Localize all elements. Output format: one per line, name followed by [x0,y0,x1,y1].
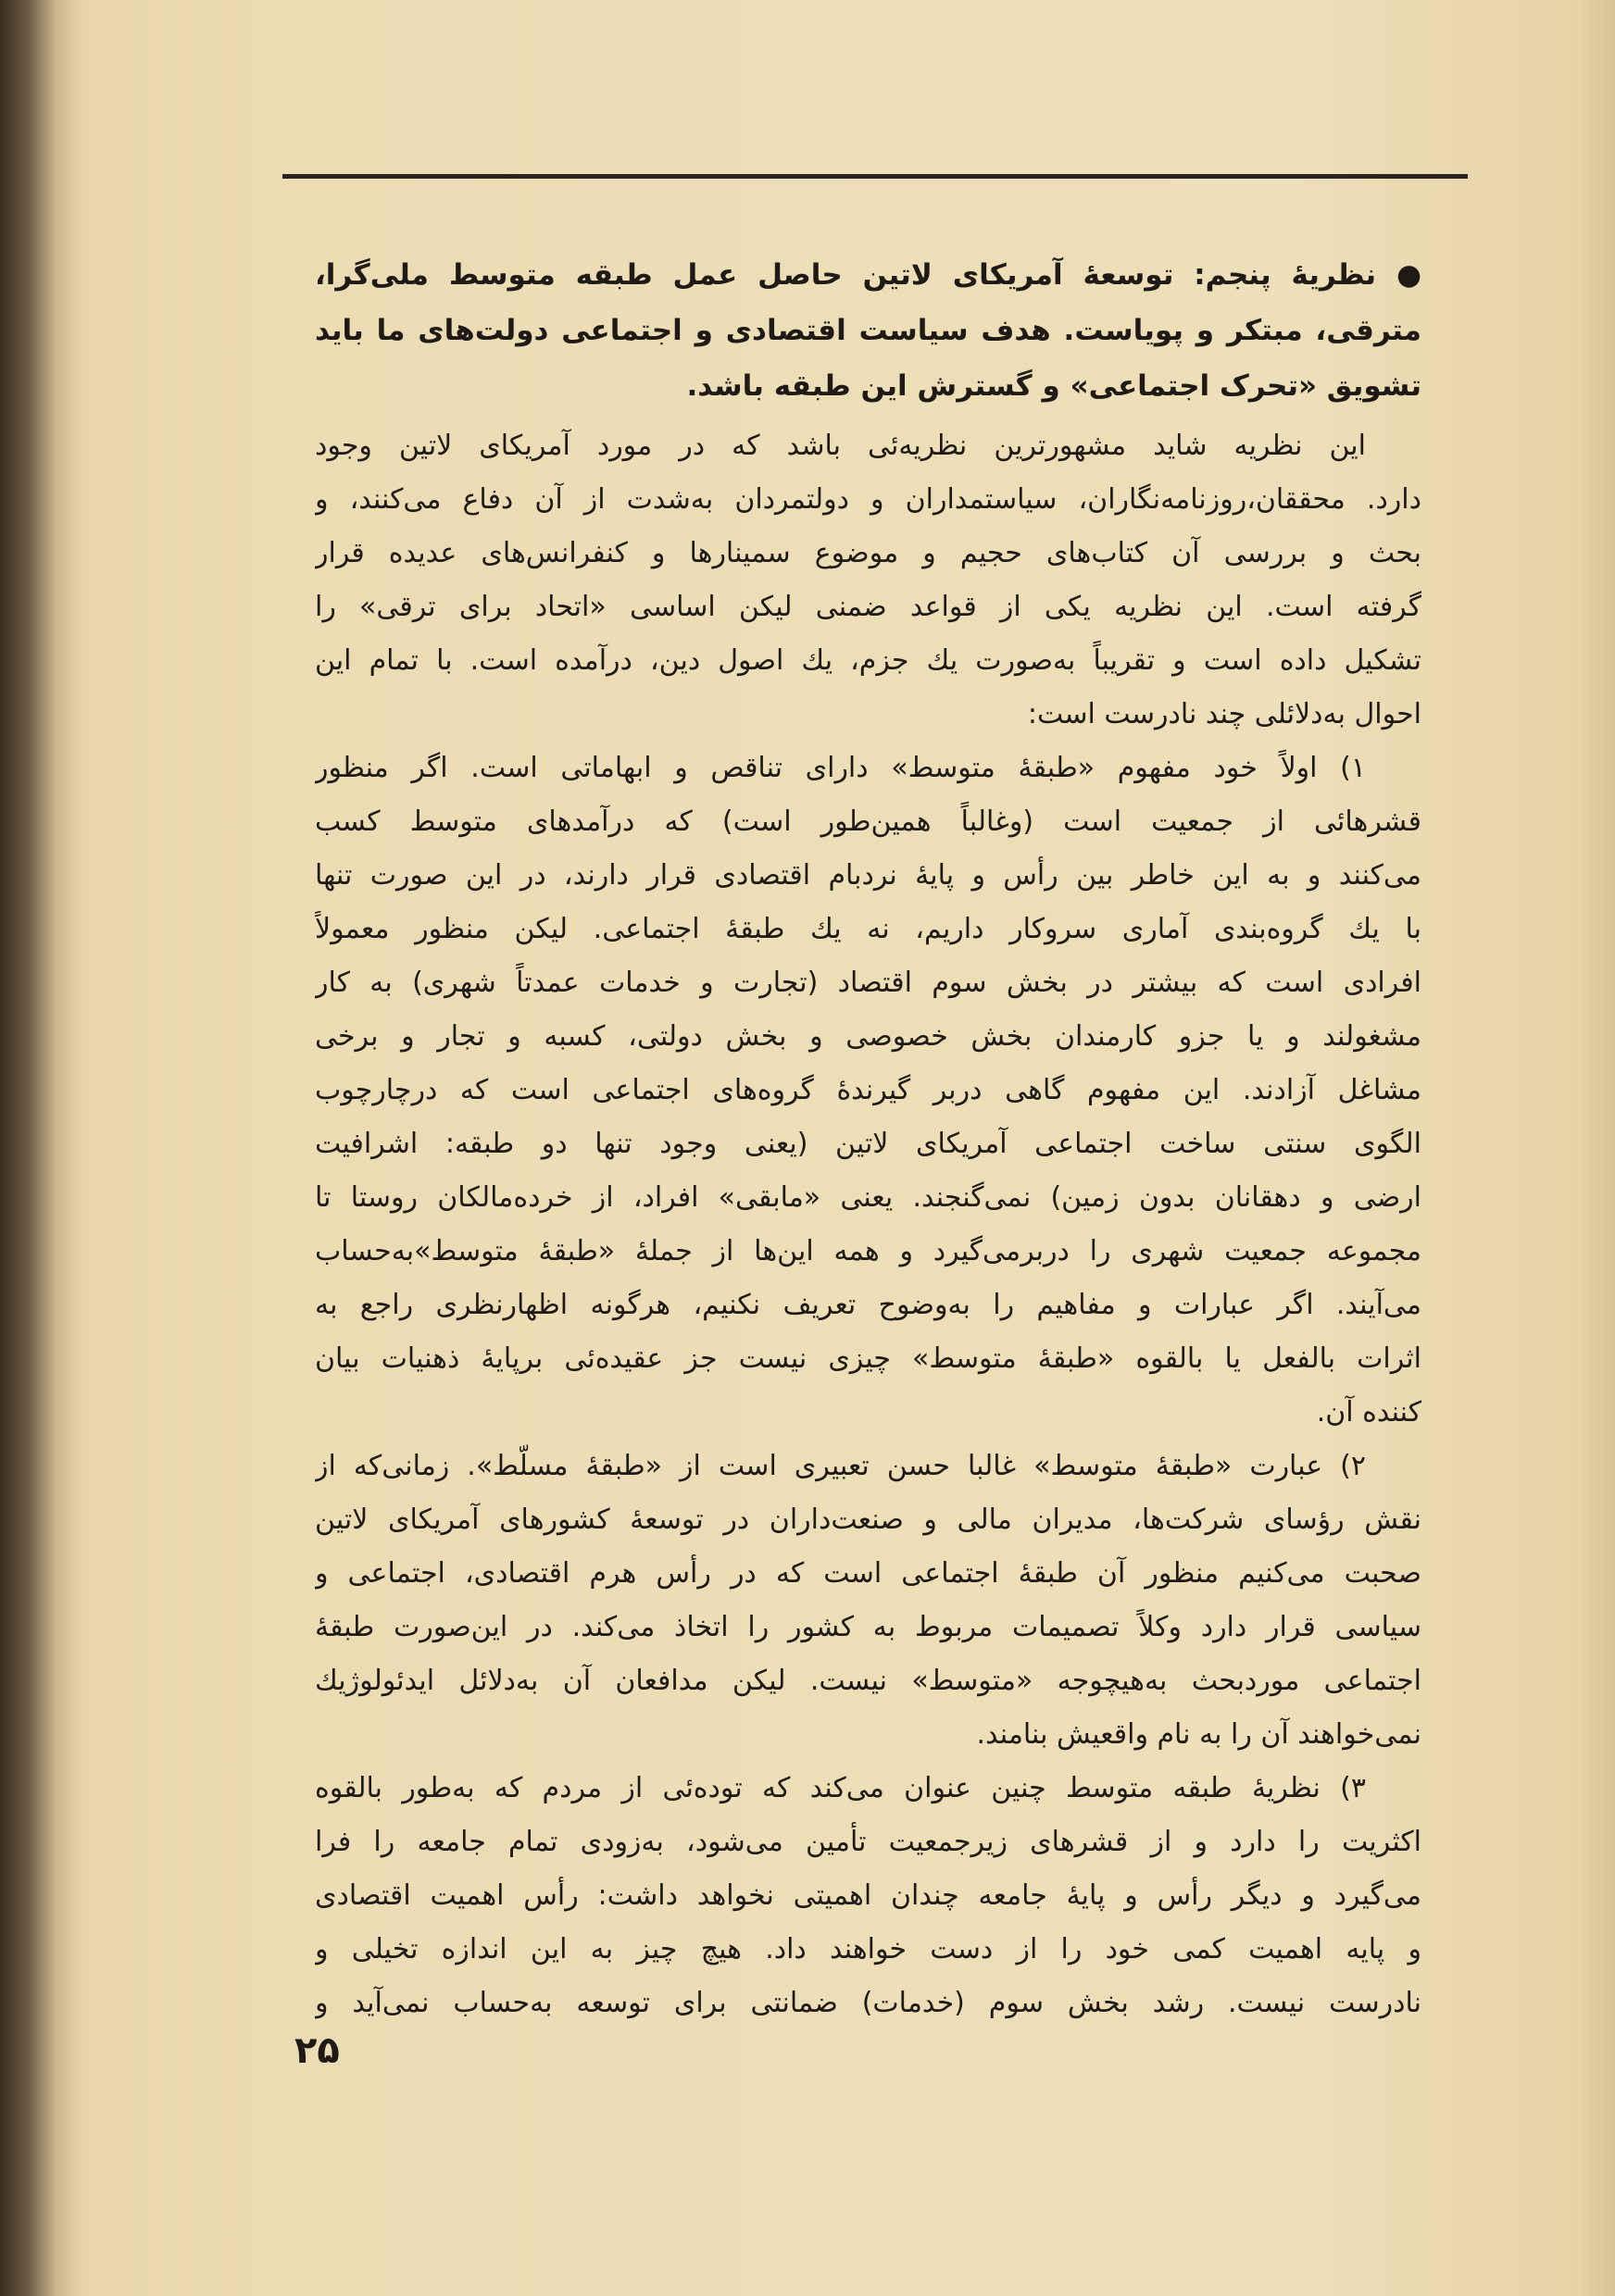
text-line: افرادی است که بیشتر در بخش سوم اقتصاد (تجارت و خدمات عمدتاً شهری) به کار [315,967,1421,999]
text-line: الگوی سنتی ساخت اجتماعی آمریکای لاتین (یعنی وجود تنها دو طبقه: اشرافیت [315,1128,1421,1160]
text-line: تشکیل داده است و تقریباً به‌صورت یك جزم، یك اصول دین، درآمده است. با تمام این [315,644,1421,677]
paragraph [315,1762,1421,2030]
paragraph [315,742,1421,1440]
text-line: و پایه اهمیت کمی خود را از دست خواهند داد. هیچ چیز به این اندازه تخیلی و [315,1933,1421,1965]
text-line: اثرات بالفعل یا بالقوه «طبقهٔ متوسط» چیزی نیست جز عقیده‌ئی برپایهٔ ذهنیات بیان [315,1342,1421,1375]
text-line: قشرهائی از جمعیت است (وغالباً همین‌طور است) که درآمدهای متوسط کسب [315,805,1421,838]
text-line: گرفته است. این نظریه یکی از قواعد ضمنی لیکن اساسی «اتحاد برای ترقی» را [315,591,1421,623]
text-line: کننده آن. [1316,1396,1421,1429]
text-line: ۳) نظریهٔ طبقه متوسط چنین عنوان می‌کند که توده‌ئی از مردم که به‌طور بالقوه [315,1772,1366,1804]
text-line: سیاسی قرار دارد وکلاً تصمیمات مربوط به کشور را اتخاذ می‌کند. در این‌صورت طبقهٔ [315,1611,1421,1643]
header-rule [282,174,1468,179]
paragraph [315,419,1421,742]
heading-line: تشویق «تحرک اجتماعی» و گسترش این طبقه باشد. [686,369,1421,403]
text-line: بحث و بررسی آن کتاب‌های حجیم و موضوع سمینارها و کنفرانس‌های عدیده قرار [315,537,1421,569]
text-line: ۱) اولاً خود مفهوم «طبقهٔ متوسط» دارای تناقص و ابهاماتی است. اگر منظور [315,752,1366,784]
heading-line: ● نظریهٔ پنجم: توسعهٔ آمریکای لاتین حاصل عمل طبقه متوسط ملی‌گرا، [315,258,1421,292]
text-line: اکثریت را دارد و از قشرهای زیرجمعیت تأمین می‌شود، به‌زودی تمام جامعه را فرا [315,1826,1421,1858]
body-text [315,419,1421,2030]
text-line: نقش رؤسای شرکت‌ها، مدیران مالی و صنعت‌داران در توسعهٔ کشورهای آمریکای لاتین [315,1504,1421,1536]
paragraph [315,1440,1421,1762]
heading-line: مترقی، مبتکر و پویاست. هدف سیاست اقتصادی و اجتماعی دولت‌های ما باید [315,314,1421,347]
text-line: مجموعه جمعیت شهری را دربرمی‌گیرد و همه این‌ها از جملهٔ «طبقهٔ متوسط»به‌حساب [315,1235,1421,1267]
text-line: می‌کنند و به این خاطر بین رأس و پایهٔ نردبام اقتصادی قرار دارند، در این صورت تنها [315,859,1421,892]
text-line: ۲) عبارت «طبقهٔ متوسط» غالبا حسن تعبیری است از «طبقهٔ مسلّط». زمانی‌که از [315,1450,1366,1482]
text-line: می‌آیند. اگر عبارات و مفاهیم را به‌وضوح تعریف نکنیم، هرگونه اظهارنظری راجع به [315,1289,1421,1321]
text-line: ارضی و دهقانان بدون زمین) نمی‌گنجند. یعنی «مابقی» افراد، از خرده‌مالکان روستا تا [315,1181,1421,1214]
text-line: دارد. محققان،روزنامه‌نگاران، سیاستمداران و دولتمردان به‌شدت از آن دفاع می‌کنند، و [315,483,1421,516]
text-line: نادرست نیست. رشد بخش سوم (خدمات) ضمانتی برای توسعه به‌حساب نمی‌آید و [315,1987,1421,2019]
text-line: احوال به‌دلائلی چند نادرست است: [1027,698,1421,730]
text-line: می‌گیرد و دیگر رأس و پایهٔ جامعه چندان اهمیتی نخواهد داشت: رأس اهمیت اقتصادی [315,1879,1421,1912]
text-line: با یك گروه‌بندی آماری سروکار داریم، نه یك طبقهٔ اجتماعی. لیکن منظور معمولاً [315,913,1421,945]
page-number: ۲۵ [294,2029,340,2072]
text-line: مشغولند و یا جزو کارمندان بخش خصوصی و بخش دولتی، کسبه و تجار و برخی [315,1020,1421,1053]
text-line: مشاغل آزادند. این مفهوم گاهی دربر گیرندهٔ گروه‌های اجتماعی است که درچارچوب [315,1074,1421,1106]
text-line: صحبت می‌کنیم منظور آن طبقهٔ اجتماعی است که در رأس هرم اقتصادی، اجتماعی و [315,1557,1421,1590]
text-line: اجتماعی موردبحث به‌هیچوجه «متوسط» نیست. لیکن مدافعان آن به‌دلائل ایدئولوژیك [315,1665,1421,1697]
text-line: نمی‌خواهند آن را به نام واقعیش بنامند. [976,1718,1421,1751]
section-heading [315,247,1421,414]
text-line: این نظریه شاید مشهورترین نظریه‌ئی باشد که در مورد آمریکای لاتین وجود [315,430,1366,462]
